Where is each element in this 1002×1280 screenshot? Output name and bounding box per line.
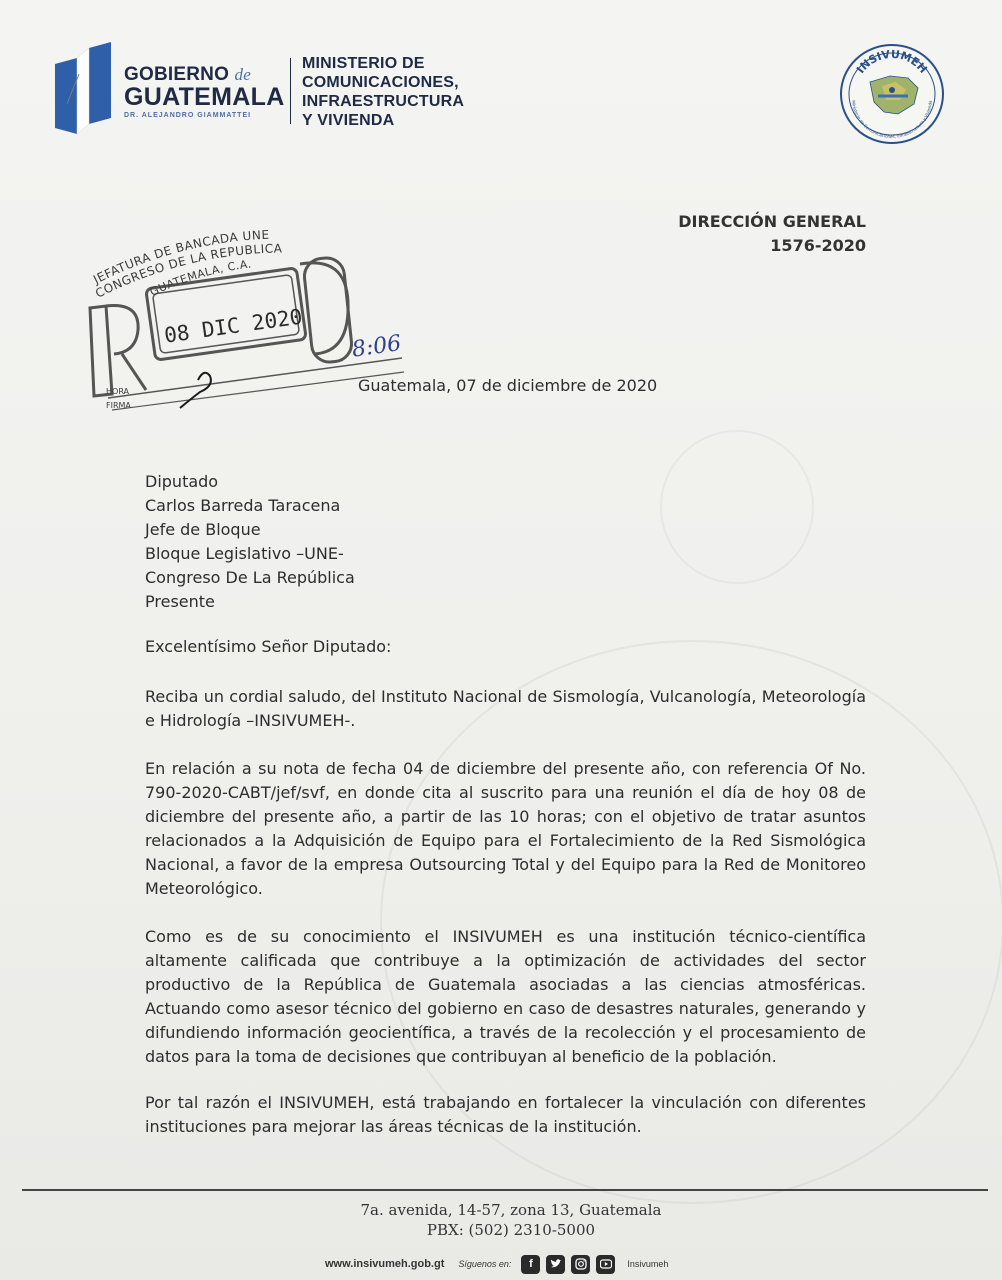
footer-web-row <box>325 1254 668 1274</box>
gov-president: DR. ALEJANDRO GIAMMATTEI <box>124 112 252 119</box>
recipient-block <box>145 470 355 614</box>
guatemala-flag-icon <box>55 42 113 134</box>
seal-ring-text: Ministerio de Comunicaciones, Infraestructura y Vivienda <box>851 100 933 140</box>
insivumeh-seal-icon <box>838 42 946 146</box>
header-divider <box>290 58 291 124</box>
ministry-line: Y VIVIENDA <box>302 112 395 129</box>
direction-title: DIRECCIÓN GENERAL <box>678 212 866 231</box>
facebook-icon[interactable]: f <box>521 1255 540 1274</box>
youtube-icon[interactable] <box>596 1255 615 1274</box>
stamp-hora-label: HORA <box>106 387 130 396</box>
recipient-line: Presente <box>145 592 215 611</box>
greeting: Excelentísimo Señor Diputado: <box>145 637 392 656</box>
twitter-icon[interactable] <box>546 1255 565 1274</box>
stamp-org-line2: CONGRESO DE LA REPUBLICA <box>93 241 283 301</box>
ministry-line: COMUNICACIONES, <box>302 74 459 91</box>
recipient-line: Jefe de Bloque <box>145 520 261 539</box>
paragraph: En relación a su nota de fecha 04 de diciembre del presente año, con referencia Of No. 790-2020-CABT/jef/svf, en donde cita al suscrito para una reunión el día de hoy 08 de diciembre del presente año, a partir de las 10 horas; con el objetivo de tratar asuntos relacionados a la Adquisición de Equipo para el Fortalecimiento de la Red Sismológica Nacional, a favor de la empresa Outsourcing Total y del Equipo para la Red de Monitoreo Meteorológico. <box>145 759 866 898</box>
footer-phone: PBX: (502) 2310-5000 <box>426 1221 596 1239</box>
gov-name-1: GOBIERNO <box>124 64 230 85</box>
instagram-icon[interactable] <box>571 1255 590 1274</box>
direction-header <box>678 210 866 258</box>
stamp-firma-label: FIRMA <box>106 401 131 410</box>
recipient-line: Bloque Legislativo –UNE- <box>145 544 344 563</box>
stamp-org-line3: GUATEMALA, C.A. <box>147 257 253 299</box>
footer-address-block <box>0 1200 1002 1240</box>
direction-number: 1576-2020 <box>770 236 866 255</box>
paragraph: Como es de su conocimiento el INSIVUMEH es una institución técnico-científica altamente calificada que contribuye a la optimización de actividades del sector productivo de la República de Guatemala asociadas a las ciencias atmosféricas. Actuando como asesor técnico del gobierno en caso de desastres naturales, generando y difundiendo información geocientífica, a través de la recolección y el procesamiento de datos para la toma de decisiones que contribuyan al beneficio de la población. <box>145 927 866 1066</box>
watermark-faint-seal <box>660 430 814 584</box>
ministry-line: MINISTERIO DE <box>302 55 425 72</box>
paragraph: Por tal razón el INSIVUMEH, está trabajando en fortalecer la vinculación con diferentes instituciones para mejorar las áreas técnicas de la institución. <box>145 1093 866 1136</box>
government-logo-text <box>124 64 284 119</box>
paragraph: Reciba un cordial saludo, del Instituto Nacional de Sismología, Vulcanología, Meteorología e Hidrología –INSIVUMEH-. <box>145 687 866 730</box>
ministry-line: INFRAESTRUCTURA <box>302 93 465 110</box>
recipient-line: Carlos Barreda Taracena <box>145 496 341 515</box>
ministry-name <box>302 54 464 130</box>
gov-name-2: GUATEMALA <box>124 83 285 111</box>
stamp-date: 08 DIC 2020 <box>162 304 304 348</box>
signature-mark <box>180 373 211 408</box>
footer-divider <box>22 1189 988 1191</box>
social-handle[interactable]: Insivumeh <box>627 1259 669 1269</box>
recipient-line: Diputado <box>145 472 219 491</box>
letter-date: Guatemala, 07 de diciembre de 2020 <box>358 376 658 395</box>
seal-title: INSIVUMEH <box>854 47 930 76</box>
stamp-org-line1: JEFATURA DE BANCADA UNE <box>91 227 270 287</box>
recipient-line: Congreso De La República <box>145 568 355 587</box>
website-link[interactable]: www.insivumeh.gob.gt <box>325 1258 445 1270</box>
gov-name-de: de <box>234 65 251 84</box>
handwritten-time: 8:06 <box>350 331 403 363</box>
follow-label: Síguenos en: <box>458 1259 512 1269</box>
footer-address: 7a. avenida, 14-57, zona 13, Guatemala <box>360 1201 662 1219</box>
